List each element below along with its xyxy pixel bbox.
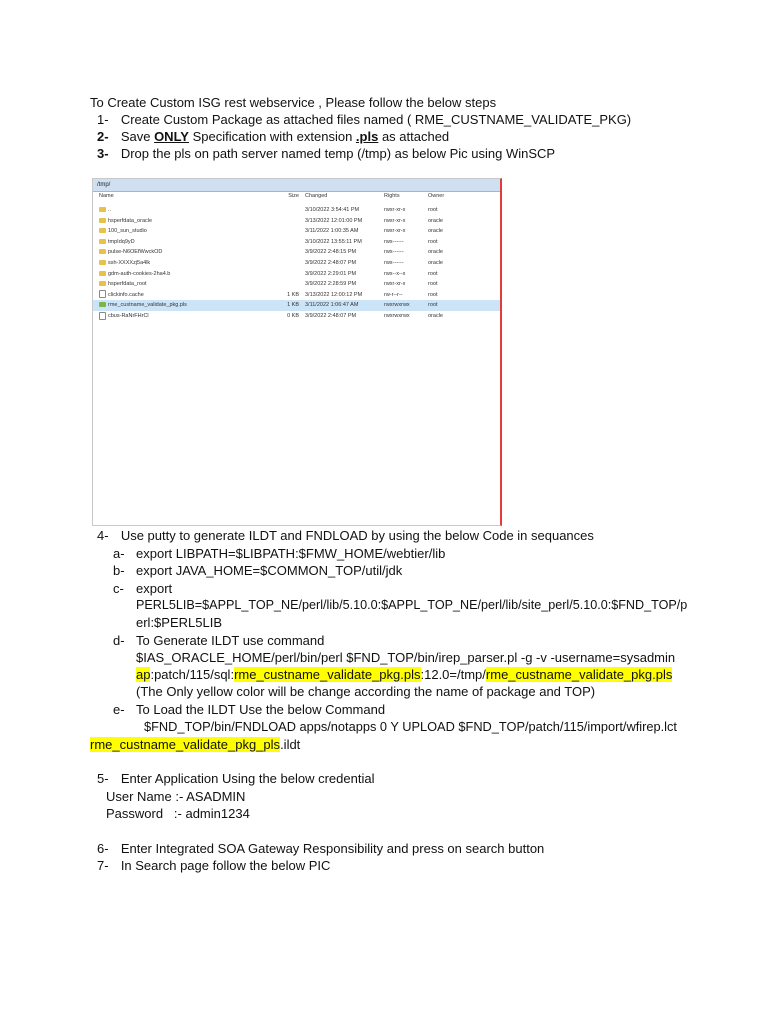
username-line: User Name :- ASADMIN bbox=[106, 789, 246, 804]
file-rights: rwxr-xr-x bbox=[384, 207, 406, 213]
step-3-num: 3- bbox=[97, 146, 109, 161]
sub-d-ver: :12.0=/tmp/ bbox=[420, 667, 486, 682]
file-row[interactable] bbox=[93, 216, 500, 227]
file-owner: root bbox=[428, 291, 438, 298]
file-name-text: clickinfo.cache bbox=[108, 291, 144, 298]
file-row[interactable] bbox=[93, 290, 500, 301]
file-owner: root bbox=[428, 302, 438, 309]
sub-e-line1: To Load the ILDT Use the below Command bbox=[136, 702, 386, 717]
intro-text: To Create Custom ISG rest webservice , Please follow the below steps bbox=[90, 95, 497, 110]
file-name bbox=[99, 247, 162, 258]
file-rights: rwxrwxrwx bbox=[384, 302, 410, 309]
file-name bbox=[99, 311, 149, 322]
folder-icon bbox=[99, 281, 106, 286]
file-rights: rwxr-xr-x bbox=[384, 281, 406, 288]
sub-c-label: c- bbox=[113, 581, 124, 596]
file-name-text: ssh-XXXXzj5a4lk bbox=[108, 260, 151, 266]
file-row[interactable] bbox=[93, 237, 500, 248]
file-name bbox=[99, 269, 170, 280]
file-name bbox=[99, 237, 135, 248]
file-rights: rwx------ bbox=[384, 238, 404, 245]
file-name bbox=[99, 216, 152, 227]
file-changed: 3/9/2022 2:28:59 PM bbox=[305, 281, 357, 288]
step-7-num: 7- bbox=[97, 858, 109, 873]
step-2-mid: Specification with extension bbox=[188, 129, 356, 144]
sub-e-line3 bbox=[90, 736, 300, 753]
file-name bbox=[99, 290, 144, 301]
file-name-text: cbus-RaNrFHrCl bbox=[108, 313, 149, 319]
file-name bbox=[99, 258, 150, 269]
file-changed: 3/9/2022 2:48:07 PM bbox=[305, 260, 357, 266]
step-1-text: Create Custom Package as attached files named ( RME_CUSTNAME_VALIDATE_PKG) bbox=[120, 112, 632, 127]
file-row[interactable] bbox=[93, 226, 500, 237]
file-size: 0 KB bbox=[287, 313, 299, 319]
hl-top: ap bbox=[136, 667, 151, 682]
sub-d-line4: (The Only yellow color will be change according the name of package and TOP) bbox=[136, 684, 596, 699]
sub-c-line1: export bbox=[136, 581, 173, 596]
step-5-num: 5- bbox=[97, 771, 109, 786]
step-3-text: Drop the pls on path server named temp (/tmp) as below Pic using WinSCP bbox=[120, 146, 556, 161]
file-owner: root bbox=[428, 281, 438, 288]
file-owner: root bbox=[428, 238, 438, 245]
folder-icon bbox=[99, 239, 106, 244]
sub-a-label: a- bbox=[113, 546, 125, 561]
step-2-ext: .pls bbox=[355, 129, 379, 144]
file-row[interactable] bbox=[93, 258, 500, 269]
file-changed: 3/9/2022 2:48:15 PM bbox=[305, 249, 357, 256]
step-5-text: Enter Application Using the below credential bbox=[120, 771, 375, 786]
file-changed: 3/9/2022 2:29:01 PM bbox=[305, 270, 357, 277]
sub-c-line2: PERL5LIB=$APPL_TOP_NE/perl/lib/5.10.0:$APPL_TOP_NE/perl/lib/site_perl/5.10.0:$FND_TOP/p bbox=[136, 598, 688, 612]
step-2-only: ONLY bbox=[154, 129, 189, 144]
file-changed: 3/13/2022 12:00:12 PM bbox=[305, 291, 363, 298]
file-rights: rwxr-xr-x bbox=[384, 217, 406, 224]
file-rights: rwxrwxrwx bbox=[384, 313, 410, 319]
file-owner: oracle bbox=[428, 313, 443, 319]
folder-icon bbox=[99, 207, 106, 212]
file-rights: rwx------ bbox=[384, 260, 404, 266]
file-owner: oracle bbox=[428, 217, 443, 224]
step-4-text: Use putty to generate ILDT and FNDLOAD by using the below Code in sequances bbox=[120, 528, 594, 543]
step-4-num: 4- bbox=[97, 528, 109, 543]
sub-d-label: d- bbox=[113, 633, 125, 648]
file-icon bbox=[99, 312, 106, 320]
file-name bbox=[99, 226, 147, 237]
file-owner: oracle bbox=[428, 249, 443, 256]
sub-d-path: :patch/115/sql: bbox=[150, 667, 235, 682]
step-7 bbox=[97, 857, 330, 874]
header-size: Size bbox=[288, 193, 299, 199]
sub-e-label: e- bbox=[113, 702, 125, 717]
step-6 bbox=[97, 840, 544, 857]
file-name bbox=[99, 300, 187, 311]
file-owner: oracle bbox=[428, 228, 443, 235]
step-2-num: 2- bbox=[97, 129, 109, 144]
step-6-num: 6- bbox=[97, 841, 109, 856]
file-name-text: hsperfdata_root bbox=[108, 281, 147, 288]
folder-icon bbox=[99, 260, 106, 265]
folder-icon bbox=[99, 271, 106, 276]
folder-icon bbox=[99, 228, 106, 233]
step-1 bbox=[97, 111, 631, 128]
sub-c-line3: erl:$PERL5LIB bbox=[136, 615, 222, 630]
sub-d-line1: To Generate ILDT use command bbox=[136, 633, 325, 648]
file-changed: 3/9/2022 2:48:07 PM bbox=[305, 313, 357, 319]
file-owner: oracle bbox=[428, 260, 443, 266]
file-changed: 3/10/2022 13:55:11 PM bbox=[305, 238, 362, 245]
file-size: 1 KB bbox=[287, 291, 299, 298]
file-rights: rw-r--r-- bbox=[384, 291, 403, 298]
file-name bbox=[99, 279, 147, 290]
folder-icon bbox=[99, 218, 106, 223]
file-name-text: 100_sun_studio bbox=[108, 228, 147, 235]
file-rights: rwx------ bbox=[384, 249, 404, 256]
step-5 bbox=[97, 770, 374, 787]
file-name bbox=[99, 205, 111, 216]
sub-b-text: export JAVA_HOME=$COMMON_TOP/util/jdk bbox=[136, 563, 403, 578]
file-owner: root bbox=[428, 270, 438, 277]
sub-d-line2: $IAS_ORACLE_HOME/perl/bin/perl $FND_TOP/bin/irep_parser.pl -g -v -username=sysadmin bbox=[136, 650, 676, 665]
step-7-text: In Search page follow the below PIC bbox=[120, 858, 331, 873]
step-2-post: as attached bbox=[378, 129, 450, 144]
sub-b-label: b- bbox=[113, 563, 125, 578]
file-name-text: rme_custname_validate_pkg.pls bbox=[108, 302, 187, 309]
header-rights: Rights bbox=[384, 193, 400, 199]
file-row[interactable] bbox=[93, 311, 500, 322]
file-name-text: tmpIdq9yD bbox=[108, 238, 135, 245]
step-4 bbox=[97, 527, 594, 544]
password-line: Password :- admin1234 bbox=[106, 806, 250, 821]
file-name-text: gdm-auth-cookies-2ha4.b bbox=[108, 270, 171, 277]
header-owner: Owner bbox=[428, 193, 445, 199]
file-size: 1 KB bbox=[287, 302, 299, 309]
hl-pkg-1: rme_custname_validate_pkg.pls bbox=[234, 667, 421, 682]
sub-e-line2: $FND_TOP/bin/FNDLOAD apps/notapps 0 Y UPLOAD $FND_TOP/patch/115/import/wfirep.lct bbox=[144, 719, 677, 734]
file-rights: rwx--x--x bbox=[384, 270, 406, 277]
sub-a-text: export LIBPATH=$LIBPATH:$FMW_HOME/webtier/lib bbox=[136, 546, 446, 561]
file-row[interactable] bbox=[93, 279, 500, 290]
file-rights: rwxr-xr-x bbox=[384, 228, 406, 235]
file-name-text: hsperfdata_oracle bbox=[108, 217, 153, 224]
step-1-num: 1- bbox=[97, 112, 109, 127]
step-3 bbox=[97, 145, 555, 162]
file-row[interactable] bbox=[93, 269, 500, 280]
path-bar: /tmp/ bbox=[93, 179, 500, 192]
sub-d-line3 bbox=[136, 666, 672, 683]
folder-icon bbox=[99, 249, 106, 254]
sub-e-ext: .ildt bbox=[280, 737, 301, 752]
file-changed: 3/11/2022 1:00:35 AM bbox=[305, 228, 359, 235]
file-row[interactable] bbox=[93, 205, 500, 216]
step-6-text: Enter Integrated SOA Gateway Responsibility and press on search button bbox=[120, 841, 545, 856]
hl-ildt-name: rme_custname_validate_pkg_pls bbox=[90, 737, 281, 752]
package-file-icon bbox=[99, 302, 106, 307]
header-name: Name bbox=[99, 193, 114, 199]
file-changed: 3/11/2022 1:06:47 AM bbox=[305, 302, 359, 309]
file-list-header bbox=[93, 193, 500, 203]
file-row[interactable] bbox=[93, 247, 500, 258]
step-2 bbox=[97, 128, 449, 145]
file-row[interactable] bbox=[93, 300, 500, 311]
file-owner: root bbox=[428, 207, 438, 213]
file-changed: 3/13/2022 12:01:00 PM bbox=[305, 217, 363, 224]
file-name-text: pulse-N6OEfWwckOD bbox=[108, 249, 163, 256]
step-2-pre: Save bbox=[120, 129, 155, 144]
winscp-screenshot bbox=[92, 178, 502, 526]
hl-pkg-2: rme_custname_validate_pkg.pls bbox=[485, 667, 673, 682]
file-icon bbox=[99, 290, 106, 298]
header-changed: Changed bbox=[305, 193, 328, 199]
file-changed: 3/10/2022 3:54:41 PM bbox=[305, 207, 360, 213]
file-name-text: .. bbox=[108, 207, 112, 213]
